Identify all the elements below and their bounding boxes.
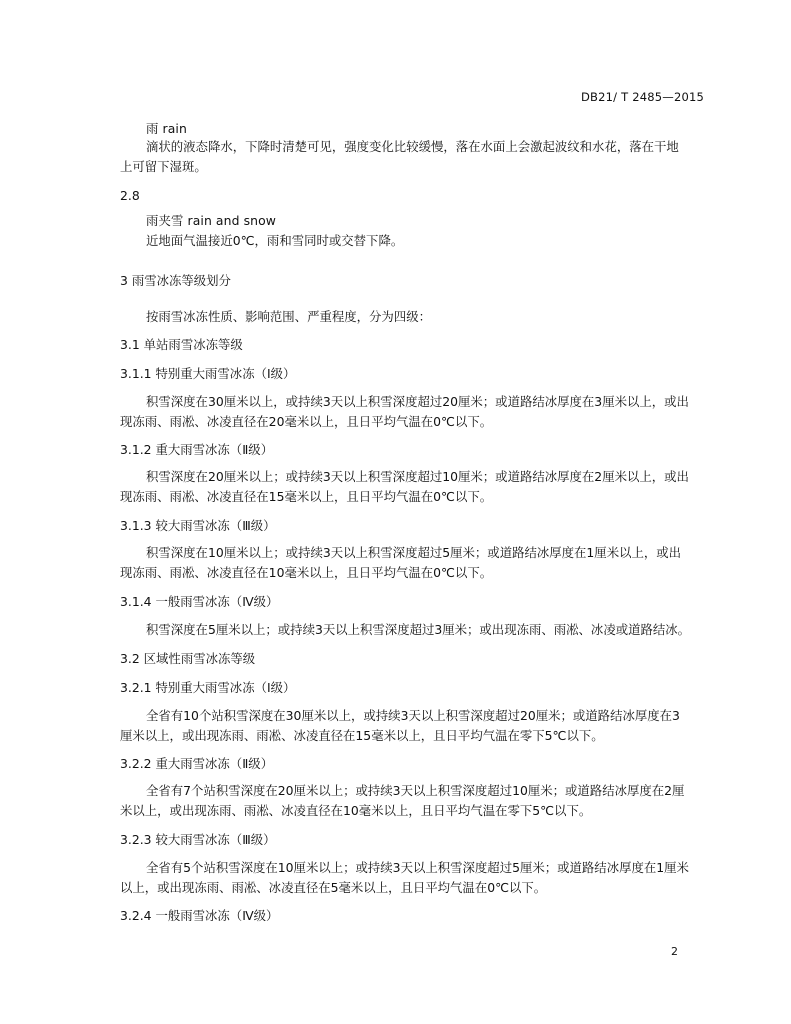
section-3-1-3-line-2: 现冻雨、雨凇、冰凌直径在10毫米以上，且日平均气温在0℃以下。 — [120, 565, 493, 580]
section-3-1-4-line-1: 积雪深度在5厘米以上；或持续3天以上积雪深度超过3厘米；或出现冻雨、雨凇、冰凌或道路结冰。 — [146, 622, 691, 637]
term-rain-and-snow-title: 雨夹雪 rain and snow — [146, 213, 277, 228]
term-rain-definition-line-2: 上可留下湿斑。 — [120, 159, 207, 174]
section-3-1-1-line-1: 积雪深度在30厘米以上，或持续3天以上积雪深度超过20厘米；或道路结冰厚度在3厘米以上，或出 — [146, 394, 689, 409]
section-3-1-3-heading: 3.1.3 较大雨雪冰冻（Ⅲ级） — [120, 518, 276, 533]
page-number: 2 — [671, 945, 678, 958]
section-3-2-2-line-2: 米以上，或出现冻雨、雨凇、冰凌直径在10毫米以上，且日平均气温在零下5℃以下。 — [120, 803, 592, 818]
section-3-2-1-line-1: 全省有10个站积雪深度在30厘米以上，或持续3天以上积雪深度超过20厘米；或道路结冰厚度在3 — [146, 708, 680, 723]
section-3-2-heading: 3.2 区域性雨雪冰冻等级 — [120, 651, 256, 666]
section-3-1-2-heading: 3.1.2 重大雨雪冰冻（Ⅱ级） — [120, 442, 274, 457]
section-3-2-2-heading: 3.2.2 重大雨雪冰冻（Ⅱ级） — [120, 756, 274, 771]
section-3-2-4-heading: 3.2.4 一般雨雪冰冻（Ⅳ级） — [120, 908, 279, 923]
section-3-heading: 3 雨雪冰冻等级划分 — [120, 273, 231, 288]
section-3-1-1-line-2: 现冻雨、雨凇、冰凌直径在20毫米以上，且日平均气温在0℃以下。 — [120, 414, 493, 429]
section-3-1-2-line-1: 积雪深度在20厘米以上；或持续3天以上积雪深度超过10厘米；或道路结冰厚度在2厘米以上，或出 — [146, 469, 689, 484]
section-3-1-2-line-2: 现冻雨、雨凇、冰凌直径在15毫米以上，且日平均气温在0℃以下。 — [120, 489, 493, 504]
term-rain-definition-line-1: 滴状的液态降水，下降时清楚可见，强度变化比较缓慢，落在水面上会激起波纹和水花，落在干地 — [146, 139, 679, 154]
section-3-2-2-line-1: 全省有7个站积雪深度在20厘米以上；或持续3天以上积雪深度超过10厘米；或道路结冰厚度在2厘 — [146, 783, 685, 798]
section-3-2-3-heading: 3.2.3 较大雨雪冰冻（Ⅲ级） — [120, 832, 276, 847]
section-3-1-heading: 3.1 单站雨雪冰冻等级 — [120, 337, 243, 352]
term-rain-and-snow-definition: 近地面气温接近0℃，雨和雪同时或交替下降。 — [146, 233, 404, 248]
term-rain-title: 雨 rain — [146, 121, 187, 136]
section-3-1-3-line-1: 积雪深度在10厘米以上；或持续3天以上积雪深度超过5厘米；或道路结冰厚度在1厘米以上，或出 — [146, 545, 682, 560]
section-3-1-1-heading: 3.1.1 特别重大雨雪冰冻（Ⅰ级） — [120, 366, 296, 381]
section-3-1-4-heading: 3.1.4 一般雨雪冰冻（Ⅳ级） — [120, 594, 279, 609]
clause-2-8-number: 2.8 — [120, 188, 140, 203]
section-3-2-3-line-1: 全省有5个站积雪深度在10厘米以上；或持续3天以上积雪深度超过5厘米；或道路结冰厚度在1厘米 — [146, 860, 689, 875]
section-3-2-1-heading: 3.2.1 特别重大雨雪冰冻（Ⅰ级） — [120, 680, 296, 695]
section-3-2-3-line-2: 以上，或出现冻雨、雨凇、冰凌直径在5毫米以上，且日平均气温在0℃以下。 — [120, 880, 547, 895]
section-3-intro: 按雨雪冰冻性质、影响范围、严重程度，分为四级： — [146, 309, 431, 324]
section-3-2-1-line-2: 厘米以上，或出现冻雨、雨凇、冰凌直径在15毫米以上，且日平均气温在零下5℃以下。 — [120, 728, 604, 743]
document-id: DB21/ T 2485—2015 — [581, 90, 705, 104]
